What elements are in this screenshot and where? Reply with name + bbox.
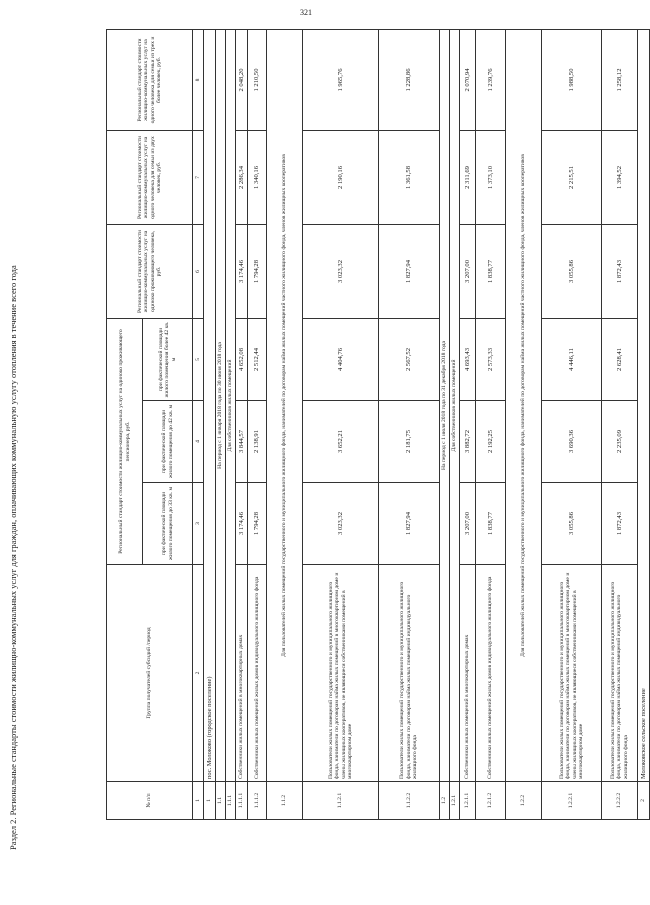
- row-number: 1: [204, 782, 216, 820]
- value-cell: 2 070,94: [460, 30, 476, 131]
- subsection-row: [450, 30, 460, 820]
- row-label: Пользователи жилых помещений государственного и муниципального жилищного фонда, наниматели по договорам найма жилых помещений индивидуального жилищного фонда: [602, 565, 638, 782]
- colnum: 2: [193, 565, 204, 782]
- value-cell: 4 693,43: [460, 319, 476, 401]
- subsection-label: Для пользователей жилых помещений государственного и муниципального жилищного фонда, нанимателей по договорам найма жилых помещений частного жилищного фонда, членов жилищных кооперативов: [506, 30, 542, 782]
- row-number: 1.2.2.2: [602, 782, 638, 820]
- row-label: Пользователи жилых помещений государственного и муниципального жилищного фонда, наниматели по договорам найма жилых помещений в многоквартирном доме и члены жилищных кооперативов, не являющиеся собственниками помещений в многоквартирном доме: [303, 565, 379, 782]
- row-number: 1.2.1: [450, 782, 460, 820]
- value-cell: 2 190,16: [303, 131, 379, 225]
- row-number: 1.1.2.2: [379, 782, 440, 820]
- table-row: [248, 30, 267, 820]
- row-number: 1.1.1.1: [236, 782, 248, 820]
- value-cell: 2 628,41: [602, 319, 638, 401]
- header-rs-three: Региональный стандарт стоимости жилищно-коммунальных услуг на одного человека для семьи из трех и более человек, руб.: [107, 30, 193, 131]
- colnum: 6: [193, 225, 204, 319]
- value-cell: 3 844,57: [236, 401, 248, 483]
- header-rs-pensioner: Региональный стандарт стоимости жилищно-коммунальных услуг на одиноко проживающего пенсионера, руб.: [107, 319, 143, 565]
- row-number: 1.2: [440, 782, 450, 820]
- row-number: 1.1.2.1: [303, 782, 379, 820]
- value-cell: 3 174,46: [236, 483, 248, 565]
- row-number: 1.1.1: [226, 782, 236, 820]
- value-cell: 1 838,77: [476, 225, 506, 319]
- subsection-row: [506, 30, 542, 820]
- row-number: 2: [638, 782, 650, 820]
- header-area-gt42: при фактической площади жилого помещения более 42 кв. м: [143, 319, 193, 401]
- section-row: [204, 30, 216, 820]
- value-cell: 1 258,12: [602, 30, 638, 131]
- value-cell: 1 794,28: [248, 225, 267, 319]
- period-label: На период с 1 января 2018 года по 30 июня 2018 года: [216, 30, 226, 782]
- colnum: 4: [193, 401, 204, 483]
- row-number: 1.1: [216, 782, 226, 820]
- subsection-label: Для собственников жилых помещений: [226, 30, 236, 782]
- value-cell: 2 192,25: [476, 401, 506, 483]
- value-cell: 2 181,75: [379, 401, 440, 483]
- value-cell: 1 827,94: [379, 225, 440, 319]
- value-cell: 1 228,86: [379, 30, 440, 131]
- value-cell: 4 404,76: [303, 319, 379, 401]
- table-row: [542, 30, 602, 820]
- value-cell: 3 055,86: [542, 483, 602, 565]
- colnum: 1: [193, 782, 204, 820]
- value-cell: 1 872,43: [602, 483, 638, 565]
- row-label: Собственники жилых помещений в многоквартирных домах: [236, 565, 248, 782]
- subsection-label: Для пользователей жилых помещений государственного и муниципального жилищного фонда, нанимателей по договорам найма жилых помещений частного жилищного фонда, членов жилищных кооперативов: [267, 30, 303, 782]
- table-row: [379, 30, 440, 820]
- colnum: 8: [193, 30, 204, 131]
- header-group: Группа получателей субсидий /период: [107, 565, 193, 782]
- value-cell: 1 794,28: [248, 483, 267, 565]
- value-cell: 3 207,00: [460, 483, 476, 565]
- row-label: Собственники жилых помещений жилых домов индивидуального жилищного фонда: [476, 565, 506, 782]
- colnum: 3: [193, 483, 204, 565]
- value-cell: 1 361,58: [379, 131, 440, 225]
- value-cell: 3 055,86: [542, 225, 602, 319]
- table-row: [460, 30, 476, 820]
- row-number: 1.1.1.2: [248, 782, 267, 820]
- header-row: [107, 30, 143, 820]
- value-cell: 3 207,00: [460, 225, 476, 319]
- value-cell: 2 235,09: [602, 401, 638, 483]
- subsection-row: [226, 30, 236, 820]
- settlement-name: Молоковское сельское поселение: [638, 30, 650, 782]
- subsection-label: Для собственников жилых помещений: [450, 30, 460, 782]
- value-cell: 4 446,11: [542, 319, 602, 401]
- header-num: № п/п: [107, 782, 193, 820]
- value-cell: 2 215,51: [542, 131, 602, 225]
- value-cell: 1 373,10: [476, 131, 506, 225]
- value-cell: 1 872,43: [602, 225, 638, 319]
- value-cell: 2 138,91: [248, 401, 267, 483]
- value-cell: 1 394,52: [602, 131, 638, 225]
- colnum: 7: [193, 131, 204, 225]
- row-number: 1.2.1.2: [476, 782, 506, 820]
- value-cell: 2 048,20: [236, 30, 248, 131]
- value-cell: 3 174,46: [236, 225, 248, 319]
- column-numbers-row: [193, 30, 204, 820]
- value-cell: 1 827,94: [379, 483, 440, 565]
- value-cell: 1 838,77: [476, 483, 506, 565]
- value-cell: 4 652,08: [236, 319, 248, 401]
- value-cell: 2 311,69: [460, 131, 476, 225]
- standards-table: [106, 29, 650, 820]
- value-cell: 1 340,16: [248, 131, 267, 225]
- value-cell: 3 023,32: [303, 225, 379, 319]
- row-number: 1.2.2.1: [542, 782, 602, 820]
- row-label: Собственники жилых помещений жилых домов индивидуального жилищного фонда: [248, 565, 267, 782]
- value-cell: 1 988,50: [542, 30, 602, 131]
- section-caption: Раздел 2. Региональные стандарты стоимости жилищно-коммунальных услуг для граждан, оплачивающих коммунальную услугу отопления в течение всего года: [8, 265, 18, 850]
- table-row: [602, 30, 638, 820]
- period-row: [440, 30, 450, 820]
- value-cell: 2 567,52: [379, 319, 440, 401]
- value-cell: 2 286,34: [236, 131, 248, 225]
- table-row: [476, 30, 506, 820]
- value-cell: 2 512,44: [248, 319, 267, 401]
- colnum: 5: [193, 319, 204, 401]
- value-cell: 3 023,32: [303, 483, 379, 565]
- page-number: 321: [300, 8, 312, 17]
- subsection-row: [267, 30, 303, 820]
- header-rs-two: Региональный стандарт стоимости жилищно-коммунальных услуг на одного человека для семьи из двух человек, руб.: [107, 131, 193, 225]
- value-cell: 1 210,50: [248, 30, 267, 131]
- value-cell: 1 239,76: [476, 30, 506, 131]
- row-label: Пользователи жилых помещений государственного и муниципального жилищного фонда, наниматели по договорам найма жилых помещений индивидуального жилищного фонда: [379, 565, 440, 782]
- value-cell: 3 652,21: [303, 401, 379, 483]
- settlement-name: пос. Молоково (городское поселение): [204, 30, 216, 782]
- header-rs-single: Региональный стандарт стоимости жилищно-коммунальных услуг на одиноко проживающего человека, руб.: [107, 225, 193, 319]
- table-row: [236, 30, 248, 820]
- period-label: На период с 1 июля 2018 года по 31 декабря 2018 года: [440, 30, 450, 782]
- header-area-33: при фактической площади жилого помещения до 33 кв. м: [143, 483, 193, 565]
- row-number: 1.2.2: [506, 782, 542, 820]
- row-label: Собственники жилых помещений в многоквартирных домах: [460, 565, 476, 782]
- period-row: [216, 30, 226, 820]
- header-area-42: при фактической площади жилого помещения до 42 кв. м: [143, 401, 193, 483]
- section-row: [638, 30, 650, 820]
- value-cell: 2 573,33: [476, 319, 506, 401]
- value-cell: 1 965,76: [303, 30, 379, 131]
- row-number: 1.2.1.1: [460, 782, 476, 820]
- table-row: [303, 30, 379, 820]
- row-label: Пользователи жилых помещений государственного и муниципального жилищного фонда, наниматели по договорам найма жилых помещений в многоквартирном доме и члены жилищных кооперативов, не являющиеся собственниками помещений в многоквартирном доме: [542, 565, 602, 782]
- row-number: 1.1.2: [267, 782, 303, 820]
- value-cell: 3 690,36: [542, 401, 602, 483]
- value-cell: 3 882,72: [460, 401, 476, 483]
